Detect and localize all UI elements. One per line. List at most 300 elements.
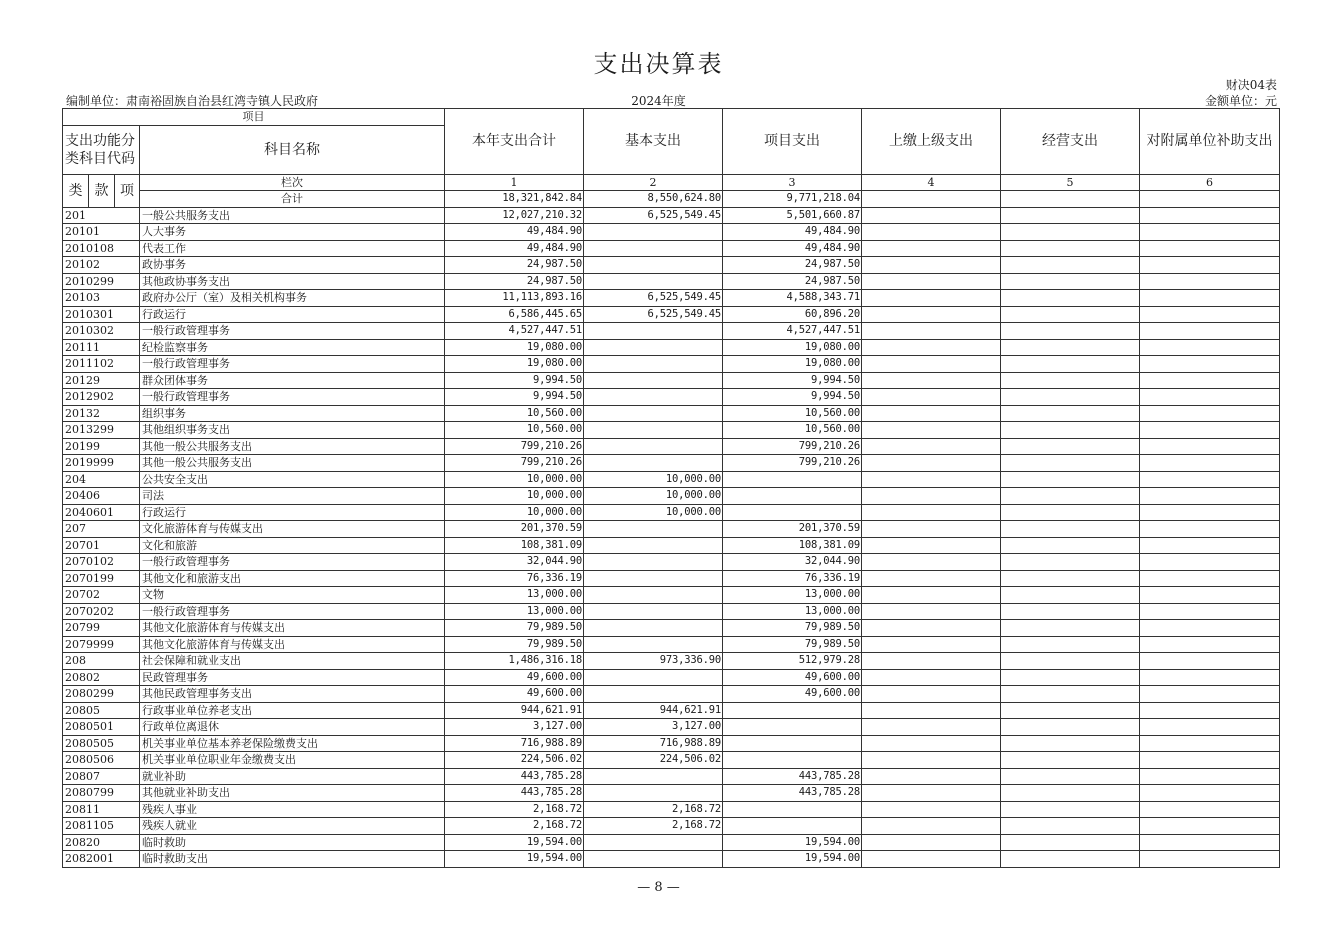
amount-cell: 224,506.02 [445, 752, 584, 769]
subject-code: 201 [63, 207, 140, 224]
currency-unit: 金额单位：元 [1204, 94, 1277, 108]
subject-name: 一般行政管理事务 [140, 356, 445, 373]
amount-cell [862, 801, 1001, 818]
subject-name: 行政事业单位养老支出 [140, 702, 445, 719]
amount-cell: 799,210.26 [445, 438, 584, 455]
amount-cell: 49,484.90 [445, 224, 584, 241]
amount-cell: 108,381.09 [445, 537, 584, 554]
table-row [63, 554, 1280, 571]
amount-cell [1140, 636, 1280, 653]
amount-cell: 12,027,210.32 [445, 207, 584, 224]
table-row [63, 273, 1280, 290]
subject-code: 20101 [63, 224, 140, 241]
amount-cell [1001, 504, 1140, 521]
amount-cell [1001, 669, 1140, 686]
amount-cell [862, 636, 1001, 653]
col-index: 2 [584, 174, 723, 191]
amount-cell [1140, 570, 1280, 587]
subject-code: 2081105 [63, 818, 140, 835]
table-row [63, 306, 1280, 323]
amount-cell [584, 603, 723, 620]
amount-cell [723, 488, 862, 505]
table-row [63, 834, 1280, 851]
amount-cell [1140, 257, 1280, 274]
amount-cell [1140, 455, 1280, 472]
subject-code: 2080799 [63, 785, 140, 802]
amount-cell [584, 570, 723, 587]
amount-cell: 79,989.50 [723, 636, 862, 653]
table-row [63, 702, 1280, 719]
amount-cell: 13,000.00 [445, 587, 584, 604]
amount-cell [723, 818, 862, 835]
amount-cell [1001, 372, 1140, 389]
amount-cell: 19,594.00 [723, 834, 862, 851]
table-row [63, 570, 1280, 587]
subject-name: 一般行政管理事务 [140, 323, 445, 340]
amount-cell [584, 686, 723, 703]
amount-cell: 10,000.00 [584, 504, 723, 521]
amount-cell: 944,621.91 [445, 702, 584, 719]
amount-cell: 944,621.91 [584, 702, 723, 719]
col-header-operating: 经营支出 [1001, 109, 1140, 175]
amount-cell [1140, 273, 1280, 290]
amount-cell [862, 768, 1001, 785]
amount-cell: 224,506.02 [584, 752, 723, 769]
amount-cell [1001, 785, 1140, 802]
xiang-header: 项 [115, 174, 140, 207]
amount-cell [1140, 504, 1280, 521]
table-row [63, 257, 1280, 274]
amount-cell [1140, 851, 1280, 868]
table-row [63, 785, 1280, 802]
table-row [63, 620, 1280, 637]
amount-cell [1001, 834, 1140, 851]
amount-cell [1140, 669, 1280, 686]
lei-header: 类 [63, 174, 89, 207]
amount-cell [584, 438, 723, 455]
table-row [63, 768, 1280, 785]
amount-cell [1140, 306, 1280, 323]
col-index: 5 [1001, 174, 1140, 191]
table-row [63, 818, 1280, 835]
amount-cell: 10,560.00 [445, 405, 584, 422]
amount-cell [862, 273, 1001, 290]
subject-code: 20199 [63, 438, 140, 455]
subject-name: 机关事业单位职业年金缴费支出 [140, 752, 445, 769]
amount-cell [1140, 768, 1280, 785]
amount-cell: 5,501,660.87 [723, 207, 862, 224]
amount-cell [862, 422, 1001, 439]
amount-cell: 6,525,549.45 [584, 306, 723, 323]
subject-code: 20802 [63, 669, 140, 686]
amount-cell [1001, 290, 1140, 307]
amount-cell: 49,600.00 [445, 669, 584, 686]
amount-cell: 443,785.28 [723, 785, 862, 802]
amount-cell: 10,560.00 [445, 422, 584, 439]
amount-cell: 19,594.00 [445, 834, 584, 851]
subject-code: 2010302 [63, 323, 140, 340]
amount-cell: 19,080.00 [723, 339, 862, 356]
amount-cell [584, 768, 723, 785]
subject-code: 20102 [63, 257, 140, 274]
amount-cell: 49,600.00 [445, 686, 584, 703]
amount-cell: 24,987.50 [723, 273, 862, 290]
amount-cell: 79,989.50 [445, 620, 584, 637]
amount-cell [1001, 653, 1140, 670]
amount-cell: 10,000.00 [445, 504, 584, 521]
table-row [63, 752, 1280, 769]
amount-cell [862, 620, 1001, 637]
amount-cell: 6,525,549.45 [584, 290, 723, 307]
amount-cell [1001, 323, 1140, 340]
subject-name: 其他文化和旅游支出 [140, 570, 445, 587]
amount-cell [862, 389, 1001, 406]
table-row [63, 587, 1280, 604]
amount-cell [1140, 372, 1280, 389]
amount-cell: 973,336.90 [584, 653, 723, 670]
amount-cell: 13,000.00 [723, 587, 862, 604]
subject-code: 2070202 [63, 603, 140, 620]
table-row [63, 537, 1280, 554]
amount-cell [584, 785, 723, 802]
amount-cell: 9,994.50 [723, 372, 862, 389]
amount-cell [1001, 702, 1140, 719]
amount-cell [862, 224, 1001, 241]
subject-name: 其他一般公共服务支出 [140, 455, 445, 472]
amount-cell: 13,000.00 [445, 603, 584, 620]
amount-cell [1140, 554, 1280, 571]
amount-cell [1140, 834, 1280, 851]
amount-cell: 201,370.59 [723, 521, 862, 538]
project-header: 项目 [63, 109, 445, 126]
page-number: — 8 — [637, 880, 680, 895]
amount-cell: 6,586,445.65 [445, 306, 584, 323]
subject-name: 群众团体事务 [140, 372, 445, 389]
amount-cell [862, 603, 1001, 620]
amount-cell [584, 455, 723, 472]
subject-code: 2079999 [63, 636, 140, 653]
total-cell: 8,550,624.80 [584, 191, 723, 208]
amount-cell [1001, 570, 1140, 587]
amount-cell [723, 801, 862, 818]
amount-cell [584, 356, 723, 373]
amount-cell [1001, 768, 1140, 785]
table-row [63, 719, 1280, 736]
amount-cell [862, 207, 1001, 224]
amount-cell: 79,989.50 [445, 636, 584, 653]
amount-cell: 76,336.19 [723, 570, 862, 587]
amount-cell [1001, 521, 1140, 538]
amount-cell: 49,600.00 [723, 669, 862, 686]
amount-cell [584, 851, 723, 868]
subject-name: 人大事务 [140, 224, 445, 241]
table-row [63, 290, 1280, 307]
table-row [63, 801, 1280, 818]
amount-cell [584, 422, 723, 439]
amount-cell [584, 273, 723, 290]
amount-cell [1140, 323, 1280, 340]
amount-cell [1140, 653, 1280, 670]
amount-cell [1140, 818, 1280, 835]
amount-cell: 10,000.00 [445, 488, 584, 505]
amount-cell [1001, 801, 1140, 818]
subject-code: 2080299 [63, 686, 140, 703]
amount-cell [1001, 537, 1140, 554]
amount-cell [1001, 471, 1140, 488]
subject-name: 其他一般公共服务支出 [140, 438, 445, 455]
subject-code: 20129 [63, 372, 140, 389]
amount-cell [1001, 686, 1140, 703]
amount-cell [862, 306, 1001, 323]
table-row [63, 735, 1280, 752]
amount-cell: 4,527,447.51 [723, 323, 862, 340]
table-row [63, 636, 1280, 653]
amount-cell: 9,994.50 [445, 389, 584, 406]
amount-cell: 10,560.00 [723, 405, 862, 422]
amount-cell [862, 752, 1001, 769]
subject-name: 组织事务 [140, 405, 445, 422]
amount-cell [1001, 851, 1140, 868]
amount-cell [1140, 290, 1280, 307]
subject-name: 临时救助支出 [140, 851, 445, 868]
amount-cell [1140, 785, 1280, 802]
subject-code: 2080501 [63, 719, 140, 736]
subject-name: 临时救助 [140, 834, 445, 851]
subject-code: 204 [63, 471, 140, 488]
amount-cell [1001, 603, 1140, 620]
subject-code: 20132 [63, 405, 140, 422]
amount-cell [1140, 587, 1280, 604]
amount-cell: 2,168.72 [445, 801, 584, 818]
amount-cell [584, 339, 723, 356]
amount-cell: 32,044.90 [723, 554, 862, 571]
amount-cell [1001, 257, 1140, 274]
amount-cell: 716,988.89 [445, 735, 584, 752]
page-title: 支出决算表 [593, 50, 724, 78]
amount-cell: 24,987.50 [445, 273, 584, 290]
subject-code: 2080506 [63, 752, 140, 769]
amount-cell [862, 851, 1001, 868]
subject-name: 行政运行 [140, 504, 445, 521]
amount-cell [1001, 620, 1140, 637]
amount-cell [862, 504, 1001, 521]
amount-cell [862, 735, 1001, 752]
subject-name: 文化旅游体育与传媒支出 [140, 521, 445, 538]
amount-cell: 49,600.00 [723, 686, 862, 703]
amount-cell [723, 471, 862, 488]
amount-cell [1001, 636, 1140, 653]
subject-code: 207 [63, 521, 140, 538]
amount-cell [723, 719, 862, 736]
amount-cell: 799,210.26 [723, 438, 862, 455]
subject-code: 2010108 [63, 240, 140, 257]
subject-code: 2070102 [63, 554, 140, 571]
amount-cell [862, 587, 1001, 604]
subject-name: 文物 [140, 587, 445, 604]
total-cell: 18,321,842.84 [445, 191, 584, 208]
subject-name: 行政单位离退休 [140, 719, 445, 736]
subject-code: 2012902 [63, 389, 140, 406]
amount-cell [862, 257, 1001, 274]
table-row [63, 455, 1280, 472]
amount-cell [1140, 240, 1280, 257]
amount-cell [1001, 356, 1140, 373]
amount-cell [1140, 224, 1280, 241]
total-cell [862, 191, 1001, 208]
amount-cell [1140, 471, 1280, 488]
amount-cell: 6,525,549.45 [584, 207, 723, 224]
amount-cell: 799,210.26 [723, 455, 862, 472]
amount-cell: 4,527,447.51 [445, 323, 584, 340]
amount-cell [1140, 488, 1280, 505]
amount-cell: 4,588,343.71 [723, 290, 862, 307]
col-header-remit-upper: 上缴上级支出 [862, 109, 1001, 175]
subject-name: 残疾人事业 [140, 801, 445, 818]
amount-cell [584, 537, 723, 554]
amount-cell [862, 686, 1001, 703]
amount-cell [584, 636, 723, 653]
subject-name: 一般行政管理事务 [140, 603, 445, 620]
table-row [63, 224, 1280, 241]
subject-name: 一般公共服务支出 [140, 207, 445, 224]
amount-cell: 2,168.72 [584, 818, 723, 835]
table-row [63, 471, 1280, 488]
subject-code: 20811 [63, 801, 140, 818]
amount-cell [862, 405, 1001, 422]
table-row [63, 686, 1280, 703]
amount-cell: 49,484.90 [723, 240, 862, 257]
amount-cell [584, 323, 723, 340]
subject-name: 政协事务 [140, 257, 445, 274]
subject-code: 2040601 [63, 504, 140, 521]
amount-cell: 24,987.50 [445, 257, 584, 274]
amount-cell [862, 323, 1001, 340]
amount-cell: 443,785.28 [445, 785, 584, 802]
amount-cell [1140, 521, 1280, 538]
amount-cell [862, 653, 1001, 670]
amount-cell [584, 521, 723, 538]
subject-code: 20406 [63, 488, 140, 505]
amount-cell [1001, 422, 1140, 439]
amount-cell: 13,000.00 [723, 603, 862, 620]
subject-name: 纪检监察事务 [140, 339, 445, 356]
amount-cell [584, 372, 723, 389]
subject-name: 司法 [140, 488, 445, 505]
amount-cell [1140, 801, 1280, 818]
amount-cell [862, 570, 1001, 587]
amount-cell [1140, 356, 1280, 373]
amount-cell [1001, 818, 1140, 835]
amount-cell [1001, 455, 1140, 472]
kuan-header: 款 [89, 174, 115, 207]
amount-cell: 19,080.00 [445, 356, 584, 373]
amount-cell: 512,979.28 [723, 653, 862, 670]
subject-name: 其他组织事务支出 [140, 422, 445, 439]
amount-cell [723, 504, 862, 521]
total-cell [1140, 191, 1280, 208]
amount-cell: 32,044.90 [445, 554, 584, 571]
subject-code: 208 [63, 653, 140, 670]
amount-cell [1140, 389, 1280, 406]
amount-cell [862, 471, 1001, 488]
amount-cell: 1,486,316.18 [445, 653, 584, 670]
amount-cell [1001, 752, 1140, 769]
amount-cell: 3,127.00 [445, 719, 584, 736]
amount-cell [1140, 537, 1280, 554]
amount-cell: 19,594.00 [445, 851, 584, 868]
col-header-subsidiary: 对附属单位补助支出 [1140, 109, 1280, 175]
subject-code: 2080505 [63, 735, 140, 752]
amount-cell: 201,370.59 [445, 521, 584, 538]
amount-cell: 76,336.19 [445, 570, 584, 587]
amount-cell: 9,994.50 [445, 372, 584, 389]
amount-cell: 799,210.26 [445, 455, 584, 472]
amount-cell [862, 488, 1001, 505]
subject-code: 2010299 [63, 273, 140, 290]
subject-name: 文化和旅游 [140, 537, 445, 554]
table-row [63, 389, 1280, 406]
subject-code: 20701 [63, 537, 140, 554]
col-header-project: 项目支出 [723, 109, 862, 175]
col-index: 1 [445, 174, 584, 191]
amount-cell [1001, 719, 1140, 736]
amount-cell: 2,168.72 [584, 801, 723, 818]
table-row [63, 504, 1280, 521]
amount-cell [1001, 438, 1140, 455]
col-index: 3 [723, 174, 862, 191]
subject-name: 政府办公厅（室）及相关机构事务 [140, 290, 445, 307]
amount-cell: 79,989.50 [723, 620, 862, 637]
table-row [63, 356, 1280, 373]
subject-code: 20702 [63, 587, 140, 604]
amount-cell [862, 372, 1001, 389]
amount-cell [1001, 587, 1140, 604]
amount-cell [862, 669, 1001, 686]
subject-code: 2070199 [63, 570, 140, 587]
amount-cell [584, 224, 723, 241]
table-row [63, 851, 1280, 868]
subject-code: 20103 [63, 290, 140, 307]
amount-cell [1140, 438, 1280, 455]
expenditure-table [62, 108, 1280, 868]
subject-code: 2082001 [63, 851, 140, 868]
amount-cell [1140, 339, 1280, 356]
table-row [63, 488, 1280, 505]
total-label: 合计 [140, 191, 445, 208]
amount-cell [1001, 273, 1140, 290]
amount-cell [862, 537, 1001, 554]
amount-cell: 60,896.20 [723, 306, 862, 323]
amount-cell [1001, 224, 1140, 241]
amount-cell: 10,560.00 [723, 422, 862, 439]
name-col-header: 科目名称 [140, 125, 445, 174]
amount-cell [1001, 339, 1140, 356]
amount-cell [1140, 603, 1280, 620]
table-row [63, 521, 1280, 538]
amount-cell [584, 240, 723, 257]
amount-cell [1140, 405, 1280, 422]
subject-name: 其他民政管理事务支出 [140, 686, 445, 703]
amount-cell: 19,080.00 [445, 339, 584, 356]
subject-name: 机关事业单位基本养老保险缴费支出 [140, 735, 445, 752]
amount-cell [1140, 702, 1280, 719]
amount-cell [723, 752, 862, 769]
subject-code: 2010301 [63, 306, 140, 323]
table-row [63, 669, 1280, 686]
amount-cell [862, 240, 1001, 257]
subject-name: 民政管理事务 [140, 669, 445, 686]
amount-cell [1001, 488, 1140, 505]
